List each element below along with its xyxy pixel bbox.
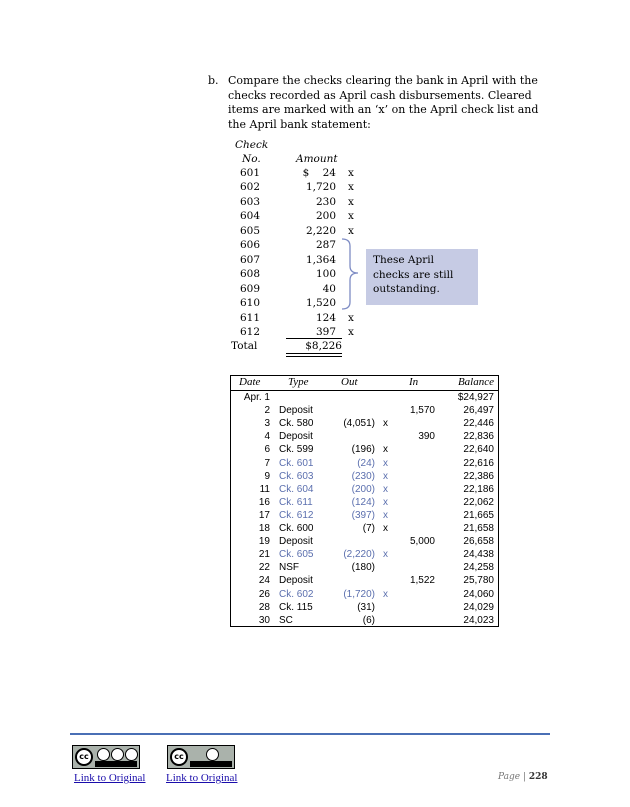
row-type: Ck. 604 xyxy=(279,483,314,495)
row-balance: 24,438 xyxy=(463,549,494,561)
row-date: 2 xyxy=(264,405,270,417)
row-date: 9 xyxy=(264,470,270,482)
row-type: Ck. 612 xyxy=(279,509,314,521)
cc-by-nc-sa-badge xyxy=(72,745,140,769)
row-out: (196) xyxy=(351,444,375,456)
license-strip xyxy=(95,761,137,767)
row-in: 1,522 xyxy=(409,575,435,587)
table-row xyxy=(231,588,498,601)
check-number: 601 xyxy=(239,167,260,179)
row-date: 19 xyxy=(258,536,270,548)
page-label: Page xyxy=(498,772,521,782)
row-type: Deposit xyxy=(279,431,313,443)
row-type: Deposit xyxy=(279,405,313,417)
header-in: In xyxy=(409,376,419,388)
row-type: Ck. 602 xyxy=(279,588,314,600)
row-out: (24) xyxy=(357,457,375,469)
total-rule xyxy=(286,338,342,339)
check-number: 604 xyxy=(239,210,260,223)
check-amount: 1,720 xyxy=(305,181,336,194)
row-out: (397) xyxy=(351,509,375,521)
check-number: 611 xyxy=(239,311,260,324)
row-out: (124) xyxy=(351,496,375,508)
check-amount: 2,220 xyxy=(305,224,336,237)
row-balance: 22,186 xyxy=(463,483,494,495)
row-balance: 24,029 xyxy=(463,601,494,613)
table-row xyxy=(231,417,498,430)
row-in: 390 xyxy=(418,431,435,443)
row-type: Ck. 603 xyxy=(279,470,314,482)
row-out: (230) xyxy=(351,470,375,482)
row-balance: 22,062 xyxy=(463,496,494,508)
row-date: 7 xyxy=(264,457,270,469)
row-date: 11 xyxy=(259,483,270,495)
row-cleared-mark: x xyxy=(383,588,388,600)
row-out: (2,220) xyxy=(343,549,375,561)
row-balance: 24,258 xyxy=(463,562,494,574)
question-text: Compare the checks clearing the bank in April with the checks recorded as April cash disbursements. Cleared items are marked with an ‘x’ on the April check list and the April bank statement: xyxy=(228,74,539,131)
row-type: Ck. 600 xyxy=(279,523,314,534)
row-balance: 24,060 xyxy=(463,588,494,600)
row-cleared-mark: x xyxy=(383,496,388,508)
row-date: 3 xyxy=(264,418,270,430)
by-icon xyxy=(206,748,219,761)
check-amount: 230 xyxy=(315,195,336,208)
row-out: (7) xyxy=(362,523,375,534)
row-type: Ck. 115 xyxy=(279,601,313,613)
header-balance: Balance xyxy=(457,376,494,388)
table-row xyxy=(231,509,498,522)
table-row xyxy=(231,614,498,627)
table-row xyxy=(231,430,498,443)
row-type: Ck. 599 xyxy=(279,444,314,456)
row-out: (200) xyxy=(351,483,375,495)
cc-icon: cc xyxy=(75,748,93,766)
row-cleared-mark: x xyxy=(383,457,388,469)
row-cleared-mark: x xyxy=(383,444,388,456)
total-amount: $8,226 xyxy=(305,340,342,352)
check-amount: 1,364 xyxy=(305,253,336,266)
cleared-mark: x xyxy=(348,195,354,208)
row-cleared-mark: x xyxy=(383,509,388,521)
check-amount: 124 xyxy=(315,311,336,324)
row-type: Deposit xyxy=(279,536,313,548)
row-date: 16 xyxy=(258,496,270,508)
row-date: 26 xyxy=(258,588,270,600)
row-type: Deposit xyxy=(279,575,313,587)
table-row xyxy=(231,535,498,548)
row-in: 1,570 xyxy=(409,405,435,417)
link-to-original-1[interactable]: Link to Original xyxy=(74,772,146,784)
row-balance: 26,497 xyxy=(463,405,494,417)
cleared-mark: x xyxy=(348,224,354,237)
check-amount: 40 xyxy=(322,282,336,295)
table-row xyxy=(231,470,498,483)
check-header: Check xyxy=(235,139,269,151)
cleared-mark: x xyxy=(348,210,354,223)
row-balance: 22,386 xyxy=(463,470,494,482)
table-row xyxy=(231,548,498,561)
row-type: Ck. 605 xyxy=(279,549,314,561)
table-row xyxy=(231,483,498,496)
question-label: b. xyxy=(208,74,219,87)
table-row xyxy=(231,496,498,509)
row-type: Ck. 580 xyxy=(279,418,314,430)
cleared-mark: x xyxy=(348,167,354,179)
check-number: 609 xyxy=(239,282,260,295)
row-out: (1,720) xyxy=(343,588,375,600)
row-date: 24 xyxy=(258,575,270,587)
row-cleared-mark: x xyxy=(383,483,388,495)
row-date: Apr. 1 xyxy=(243,392,270,403)
table-row xyxy=(231,561,498,574)
check-amount: 1,520 xyxy=(305,297,336,310)
row-cleared-mark: x xyxy=(383,470,388,482)
table-row xyxy=(231,443,498,456)
check-number: 605 xyxy=(239,224,260,237)
license-strip xyxy=(190,761,232,767)
row-balance: $24,927 xyxy=(457,392,494,403)
row-out: (180) xyxy=(351,562,375,574)
row-date: 22 xyxy=(258,562,270,574)
outstanding-callout: These April checks are still outstanding. xyxy=(366,249,478,305)
cleared-mark: x xyxy=(348,311,354,324)
header-out: Out xyxy=(341,376,358,388)
cleared-mark: x xyxy=(348,181,354,194)
row-out: (6) xyxy=(362,614,375,626)
row-date: 18 xyxy=(258,523,270,534)
header-type: Type xyxy=(288,376,309,388)
by-icon xyxy=(97,748,110,761)
row-cleared-mark: x xyxy=(383,418,388,430)
header-date: Date xyxy=(239,376,261,388)
table-row xyxy=(231,404,498,417)
check-number: 612 xyxy=(239,325,260,338)
row-balance: 25,780 xyxy=(463,575,494,587)
check-amount: 397 xyxy=(315,325,336,338)
check-amount-header: Amount xyxy=(296,153,338,165)
nc-icon xyxy=(111,748,124,761)
row-type: Ck. 611 xyxy=(279,496,313,508)
row-in: 5,000 xyxy=(409,536,435,548)
row-date: 28 xyxy=(258,601,270,613)
row-type: NSF xyxy=(279,562,299,574)
row-balance: 22,836 xyxy=(463,431,494,443)
table-row xyxy=(231,574,498,587)
row-date: 17 xyxy=(258,509,270,521)
cc-icon: cc xyxy=(170,748,188,766)
check-amount: 287 xyxy=(315,239,336,252)
outstanding-bracket xyxy=(336,236,366,312)
check-number: 602 xyxy=(239,181,260,194)
check-amount: $ 24 xyxy=(302,167,336,179)
check-amount: 100 xyxy=(315,268,336,281)
table-row xyxy=(231,457,498,470)
row-date: 21 xyxy=(258,549,270,561)
footer-rule xyxy=(70,733,550,735)
bank-statement-table xyxy=(230,375,499,627)
row-balance: 21,658 xyxy=(463,523,494,534)
table-header xyxy=(231,376,498,391)
check-number: 608 xyxy=(239,268,260,281)
row-date: 4 xyxy=(264,431,270,443)
row-balance: 22,446 xyxy=(463,418,494,430)
link-to-original-2[interactable]: Link to Original xyxy=(166,772,238,784)
total-label: Total xyxy=(231,340,258,352)
cleared-mark: x xyxy=(348,325,354,338)
table-row xyxy=(231,601,498,614)
row-type: SC xyxy=(279,614,293,626)
check-number: 603 xyxy=(239,195,260,208)
row-cleared-mark: x xyxy=(383,523,388,534)
row-balance: 24,023 xyxy=(463,614,494,626)
check-no-header: No. xyxy=(242,153,261,165)
check-amount: 200 xyxy=(315,210,336,223)
table-row xyxy=(231,522,498,535)
check-number: 606 xyxy=(239,239,260,252)
table-row xyxy=(231,391,498,404)
check-number: 610 xyxy=(239,297,260,310)
row-out: (4,051) xyxy=(343,418,375,430)
row-balance: 22,640 xyxy=(463,444,494,456)
row-date: 6 xyxy=(264,444,270,456)
check-number: 607 xyxy=(239,253,260,266)
row-balance: 26,658 xyxy=(463,536,494,548)
page-number: Page | 228 xyxy=(498,772,548,782)
row-cleared-mark: x xyxy=(383,549,388,561)
row-date: 30 xyxy=(258,614,270,626)
cc-by-badge xyxy=(167,745,235,769)
row-out: (31) xyxy=(357,601,375,613)
row-balance: 21,665 xyxy=(463,509,494,521)
row-type: Ck. 601 xyxy=(279,457,314,469)
sa-icon xyxy=(125,748,138,761)
row-balance: 22,616 xyxy=(463,457,494,469)
total-double-rule xyxy=(286,353,342,357)
page-number-value: 228 xyxy=(528,772,548,782)
